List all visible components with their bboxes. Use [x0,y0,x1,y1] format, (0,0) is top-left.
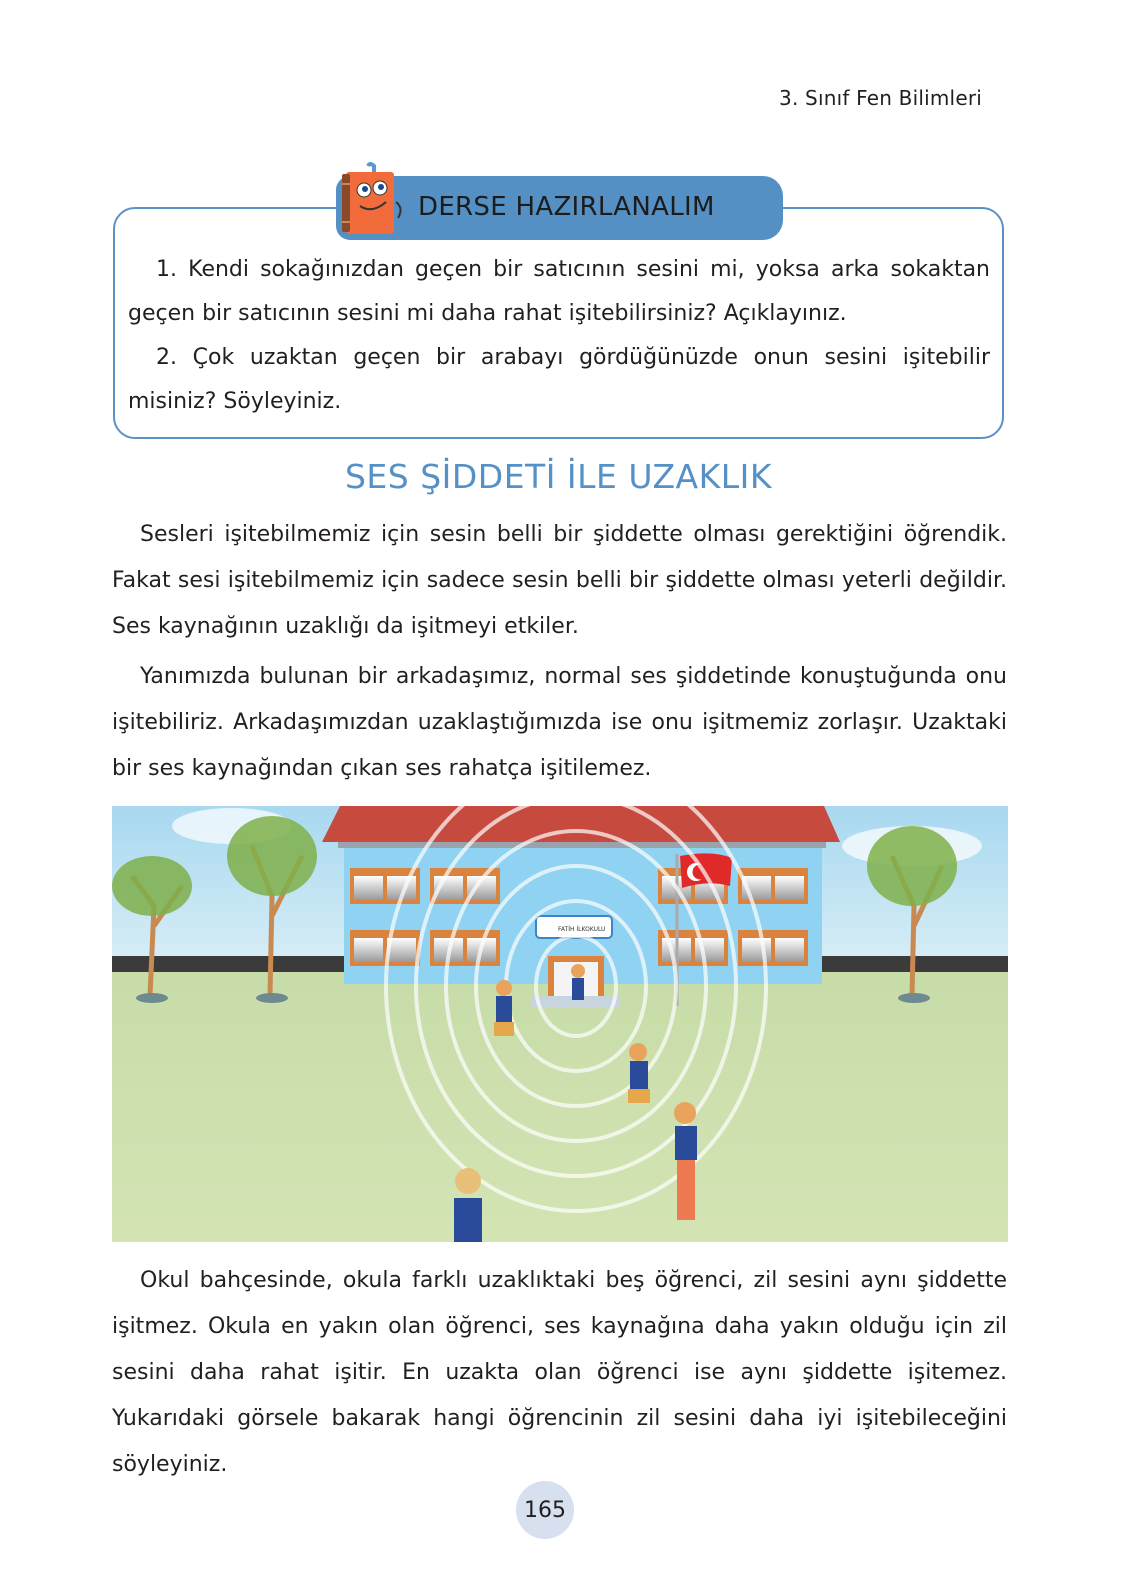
book-mascot-icon [340,162,404,238]
question-2 [128,336,990,424]
question-number: 1. [156,257,177,282]
paragraph-text: Yanımızda bulunan bir arkadaşımız, normal ses şiddetinde konuştuğunda onu işitebiliriz. Arkadaşımızdan uzaklaştığımızda ise onu işitmemiz zorlaşır. Uzaktaki bir ses kaynağından çıkan ses rahatça işitilemez. [112,664,1007,781]
paragraph-2 [112,654,1007,792]
school-scene-image [112,806,1008,1242]
closing-paragraph [112,1258,1007,1488]
paragraph-text: Okul bahçesinde, okula farklı uzaklıktaki beş öğrenci, zil sesini aynı şiddette işitmez. Okula en yakın olan öğrenci, ses kaynağına daha yakın olduğu için zil sesini daha rahat işitir. En uzakta olan öğrenci ise aynı şiddette işitemez. Yukarıdaki görsele bakarak hangi öğrencinin zil sesini daha iyi işitebileceğini söyleyiniz. [112,1268,1007,1477]
subject-header: 3. Sınıf Fen Bilimleri [779,86,982,110]
prep-banner-title: DERSE HAZIRLANALIM [418,192,715,222]
school-illustration [112,806,1008,1242]
page-number: 165 [516,1481,574,1539]
svg-text:FATİH İLKOKULU: FATİH İLKOKULU [558,926,606,933]
question-number: 2. [156,345,177,370]
question-text: Çok uzaktan geçen bir arabayı gördüğünüzde onun sesini işitebilir misiniz? Söyleyiniz. [128,345,991,414]
question-1 [128,248,990,336]
prep-questions [128,248,990,424]
section-title: SES ŞİDDETİ İLE UZAKLIK [344,457,773,496]
paragraph-1 [112,512,1007,650]
paragraph-text: Sesleri işitebilmemiz için sesin belli bir şiddette olması gerektiğini öğrendik. Fakat sesi işitebilmemiz için sadece sesin belli bir şiddette olması yeterli değildir. Ses kaynağının uzaklığı da işitmeyi etkiler. [112,522,1007,639]
question-text: Kendi sokağınızdan geçen bir satıcının sesini mi, yoksa arka sokaktan geçen bir satıcının sesini mi daha rahat işitebilirsiniz? Açıklayınız. [128,257,990,326]
